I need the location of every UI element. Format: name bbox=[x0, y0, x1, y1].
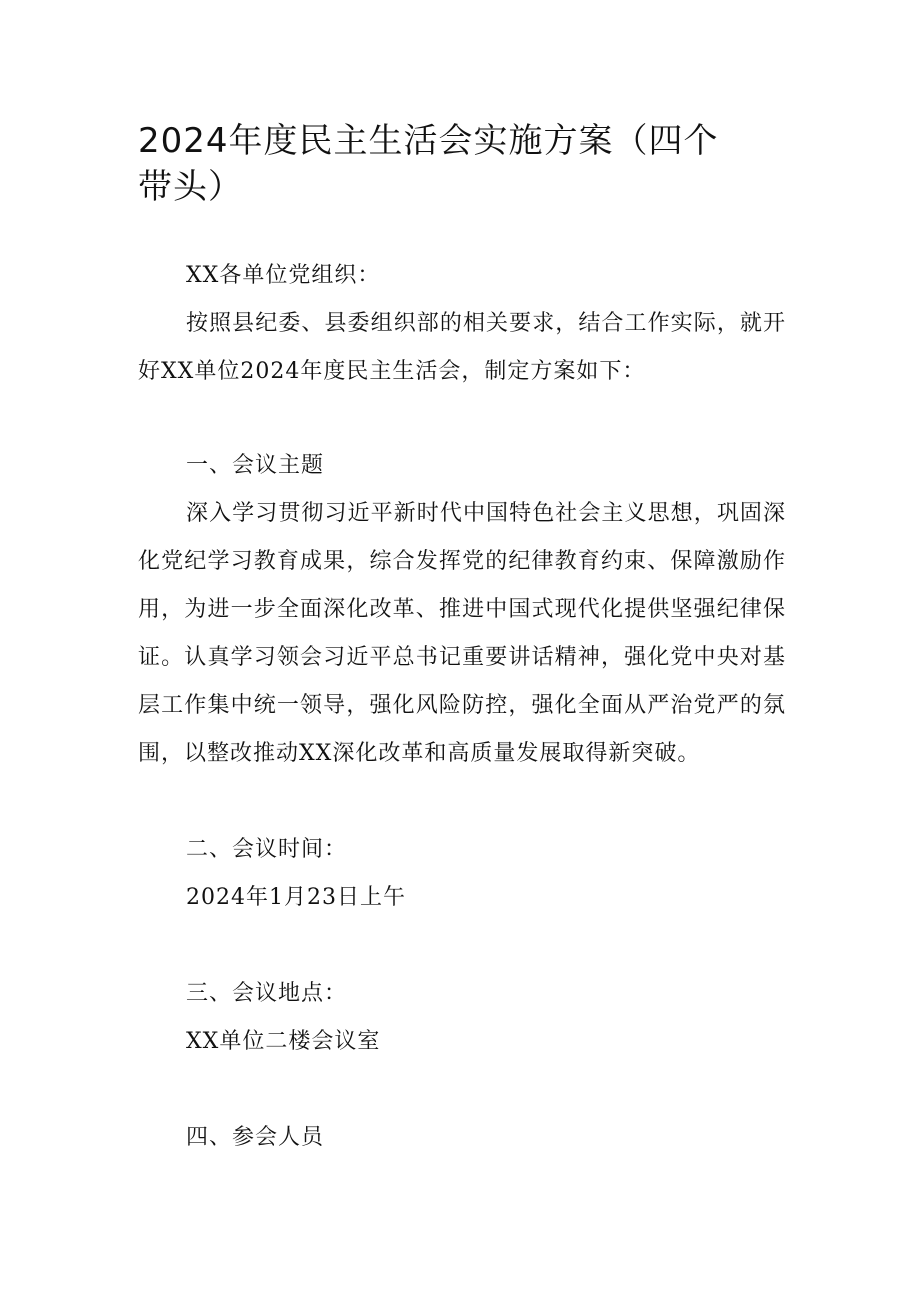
section-body-time: 2024年1月23日上午 bbox=[186, 885, 406, 910]
section-body-theme: 深入学习贯彻习近平新时代中国特色社会主义思想，巩固深化党纪学习教育成果，综合发挥党的纪律教育约束、保障激励作用，为进一步全面深化改革、推进中国式现代化提供坚强纪律保证。认真学习领会习近平总书记重要讲话精神，强化党中央对基层工作集中统一领导，强化风险防控，强化全面从严治党严的氛围，以整改推动XX深化改革和高质量发展取得新突破。 bbox=[138, 501, 786, 766]
section-heading-time: 二、会议时间： bbox=[186, 837, 348, 862]
section-heading-location: 三、会议地点： bbox=[186, 981, 348, 1006]
section-heading-theme: 一、会议主题 bbox=[186, 453, 325, 478]
intro-paragraph: 按照县纪委、县委组织部的相关要求，结合工作实际，就开好XX单位2024年度民主生活会，制定方案如下： bbox=[138, 311, 786, 384]
section-heading-attendees: 四、参会人员 bbox=[186, 1125, 325, 1150]
section-body-location: XX单位二楼会议室 bbox=[186, 1029, 381, 1054]
salutation: XX各单位党组织： bbox=[186, 263, 381, 288]
document-title: 2024年度民主生活会实施方案（四个带头） bbox=[138, 121, 719, 207]
